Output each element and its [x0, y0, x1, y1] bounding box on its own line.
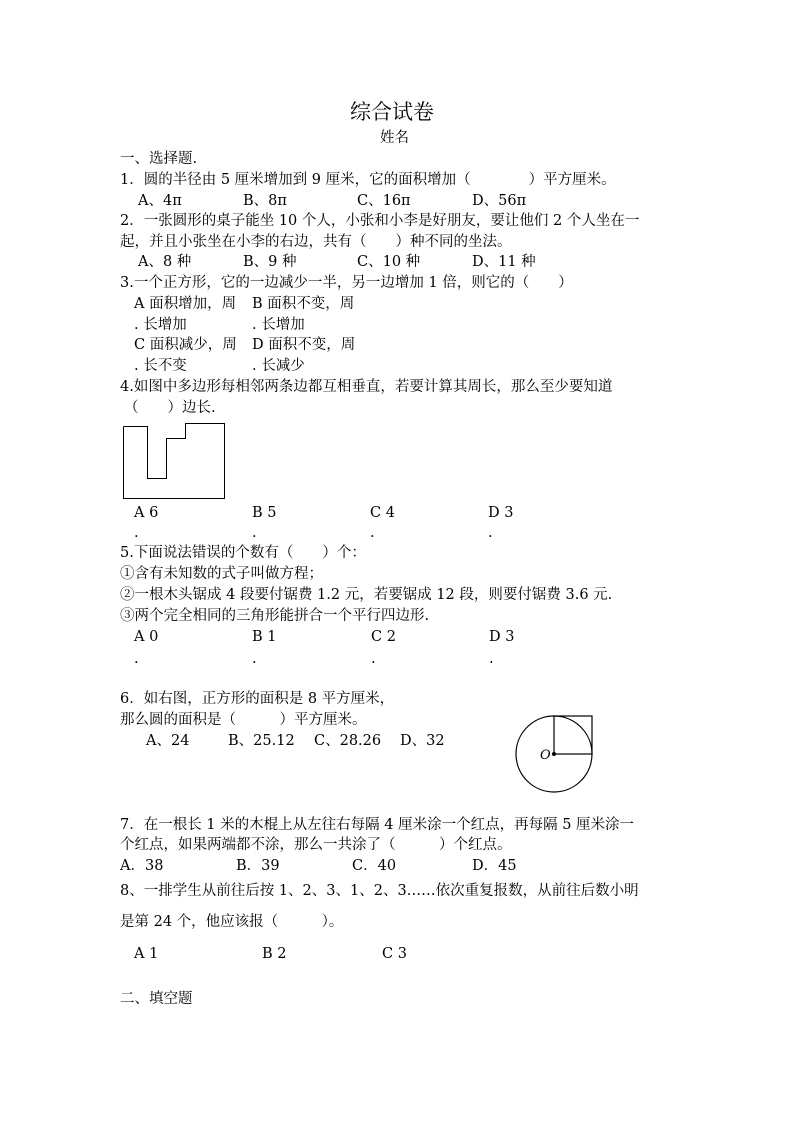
q3-option-c-line1: C 面积减少，周 [134, 337, 237, 353]
q5-option-d-dot: . [489, 651, 494, 667]
q6-option-d: D、32 [400, 733, 445, 749]
q3-option-d-line1: D 面积不变，周 [252, 337, 356, 353]
q5-option-a-dot: . [134, 651, 139, 667]
q3-stem: 3.一个正方形，它的一边减少一半，另一边增加 1 倍，则它的（ ） [120, 275, 573, 291]
q5-option-c-dot: . [371, 651, 376, 667]
q4-option-a-dot: . [134, 525, 139, 541]
q4-polygon-outline [124, 424, 225, 499]
q7-option-a: A．38 [120, 858, 164, 874]
q5-option-a: A 0 [134, 629, 159, 645]
q5-option-d: D 3 [489, 629, 515, 645]
q4-option-d: D 3 [488, 505, 514, 521]
q7-option-d: D．45 [472, 858, 517, 874]
name-label: 姓名 [380, 130, 409, 146]
q3-option-a-line1: A 面积增加，周 [134, 296, 237, 312]
q5-option-b: B 1 [252, 629, 277, 645]
q6-stem-line1: 6．如右图，正方形的面积是 8 平方厘米， [120, 691, 395, 707]
page-title: 综合试卷 [350, 100, 434, 124]
q6-center-point [552, 752, 556, 756]
q4-option-b: B 5 [252, 505, 277, 521]
q7-stem-line1: 7．在一根长 1 米的木棍上从左往右每隔 4 厘米涂一个红点，再每隔 5 厘米涂一 [120, 817, 635, 833]
q8-option-c: C 3 [382, 946, 407, 962]
q1-option-b: B、8π [243, 193, 287, 209]
section2-heading: 二、填空题 [120, 991, 193, 1007]
q2-option-c: C、10 种 [357, 254, 421, 270]
q3-option-d-line2: . 长减少 [252, 358, 305, 374]
q5-option-b-dot: . [252, 651, 257, 667]
q4-option-a: A 6 [134, 505, 159, 521]
q5-statement-2: ②一根木头锯成 4 段要付锯费 1.2 元，若要锯成 12 段，则要付锯费 3.6 元. [120, 587, 613, 603]
q4-option-d-dot: . [488, 525, 493, 541]
q4-polygon-figure [120, 420, 228, 502]
q1-option-d: D、56π [472, 193, 527, 209]
q6-circle-square-figure [512, 712, 596, 798]
q1-stem: 1．圆的半径由 5 厘米增加到 9 厘米，它的面积增加（ ）平方厘米。 [120, 172, 616, 188]
q4-option-c: C 4 [370, 505, 395, 521]
q5-option-c: C 2 [371, 629, 396, 645]
q6-option-b: B、25.12 [228, 733, 295, 749]
q8-option-a: A 1 [134, 946, 159, 962]
q1-option-a: A、4π [138, 193, 182, 209]
q6-option-c: C、28.26 [314, 733, 382, 749]
q5-statement-1: ①含有未知数的式子叫做方程； [120, 566, 323, 582]
q2-stem-line1: 2．一张圆形的桌子能坐 10 个人，小张和小李是好朋友，要让他们 2 个人坐在一 [120, 213, 640, 229]
q6-stem-line2: 那么圆的面积是（ ）平方厘米。 [120, 712, 367, 728]
q3-option-b-line1: B 面积不变，周 [252, 296, 355, 312]
q7-option-c: C．40 [352, 858, 397, 874]
q4-stem-line2: （ ）边长. [124, 400, 216, 416]
q3-option-b-line2: . 长增加 [252, 317, 305, 333]
q8-stem-line2: 是第 24 个，他应该报（ ）。 [120, 914, 344, 930]
section1-heading: 一、选择题. [120, 151, 198, 167]
q3-option-c-line2: . 长不变 [134, 358, 187, 374]
q5-stem: 5.下面说法错误的个数有（ ）个： [120, 545, 366, 561]
q6-center-label: O [540, 748, 551, 763]
q4-stem-line1: 4.如图中多边形每相邻两条边都互相垂直，若要计算其周长，那么至少要知道 [120, 379, 613, 395]
q7-stem-line2: 个红点，如果两端都不涂，那么一共涂了（ ）个红点。 [120, 837, 512, 853]
q3-option-a-line2: . 长增加 [134, 317, 187, 333]
q6-option-a: A、24 [146, 733, 190, 749]
q2-stem-line2: 起，并且小张坐在小李的右边，共有（ ）种不同的坐法。 [120, 234, 512, 250]
q8-option-b: B 2 [262, 946, 287, 962]
q7-option-b: B．39 [236, 858, 280, 874]
q2-option-d: D、11 种 [472, 254, 536, 270]
q2-option-b: B、9 种 [243, 254, 297, 270]
q1-option-c: C、16π [357, 193, 411, 209]
q4-option-c-dot: . [370, 525, 375, 541]
q4-option-b-dot: . [252, 525, 257, 541]
q5-statement-3: ③两个完全相同的三角形能拼合一个平行四边形. [120, 608, 430, 624]
q2-option-a: A、8 种 [138, 254, 192, 270]
q8-stem-line1: 8、一排学生从前往后按 1、2、3、1、2、3……依次重复报数，从前往后数小明 [120, 883, 639, 899]
